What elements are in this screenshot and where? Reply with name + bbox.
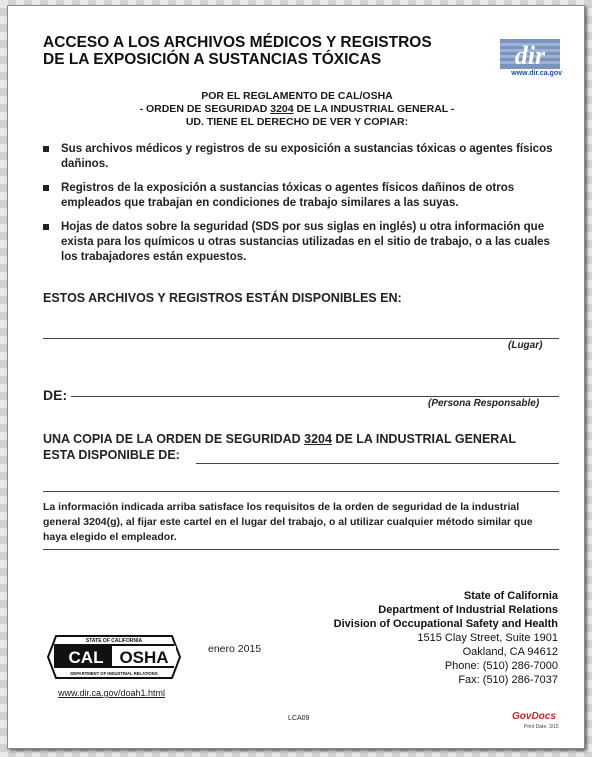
bullet-square-icon xyxy=(43,185,49,191)
fax-number: Fax: (510) 286-7037 xyxy=(458,674,558,686)
bullet-square-icon xyxy=(43,146,49,152)
dir-url[interactable]: www.dir.ca.gov xyxy=(511,70,562,77)
calosha-top-text: STATE OF CALIFORNIA xyxy=(85,638,143,644)
lugar-label: (Lugar) xyxy=(508,340,543,351)
list-item-text: Sus archivos médicos y registros de su exposición a sustancias tóxicas o agentes físicos dañinos. xyxy=(61,143,553,170)
calosha-left-text: CAL xyxy=(68,648,104,667)
division-name: Division of Occupational Safety and Health xyxy=(333,618,558,630)
compliance-paragraph: La información indicada arriba satisface los requisitos de la orden de seguridad de la industrial general 3204(g), al fijar este cartel en el lugar del trabajo, o al utilizar cualquier método similar que haya elegido el empleador. xyxy=(43,501,533,543)
header-line-3: UD. TIENE EL DERECHO DE VER Y COPIAR: xyxy=(185,116,409,128)
city-state-zip: Oakland, CA 94612 xyxy=(462,646,558,658)
issue-date: enero 2015 xyxy=(208,643,262,655)
agency-address-block xyxy=(308,589,558,687)
divider-bottom xyxy=(43,549,559,550)
department-name: Department of Industrial Relations xyxy=(378,604,558,616)
street-address: 1515 Clay Street, Suite 1901 xyxy=(417,632,558,644)
header-line-2-post: DE LA INDUSTRIAL GENERAL - xyxy=(293,103,455,115)
regulation-header xyxy=(8,90,586,129)
divider-top xyxy=(43,491,559,492)
calosha-bottom-text: DEPARTMENT OF INDUSTRIAL RELATIONS xyxy=(70,671,158,676)
copy-available-statement xyxy=(43,431,563,463)
form-code: LCA09 xyxy=(288,715,310,722)
copia-pre: UNA COPIA DE LA ORDEN DE SEGURIDAD xyxy=(43,432,305,446)
header-line-2-pre: - ORDEN DE SEGURIDAD xyxy=(139,103,271,115)
available-heading: ESTOS ARCHIVOS Y REGISTROS ESTÁN DISPONIBLES EN: xyxy=(43,291,402,305)
list-item-text: Hojas de datos sobre la seguridad (SDS por sus siglas en inglés) u otra información que exista para los químicos u otras sustancias utilizadas en el sitio de trabajo, o a las cuales los trabajadores están expuestos. xyxy=(61,221,550,263)
print-date: Print Date: 3/15 xyxy=(524,724,559,730)
lugar-line xyxy=(43,338,559,339)
bullet-square-icon xyxy=(43,224,49,230)
state-name: State of California xyxy=(463,590,558,602)
list-item-text: Registros de la exposición a sustancias tóxicas o agentes físicos dañinos de otros empleados que trabajan en condiciones de trabajo similares a las suyas. xyxy=(61,182,515,209)
de-label: DE: xyxy=(43,387,68,403)
rights-list xyxy=(43,142,563,274)
title-line-1: ACCESO A LOS ARCHIVOS MÉDICOS Y REGISTROS xyxy=(43,34,432,51)
persona-line xyxy=(71,396,559,397)
persona-label: (Persona Responsable) xyxy=(428,398,540,409)
poster-title xyxy=(43,34,463,68)
copia-line-2: ESTA DISPONIBLE DE: xyxy=(43,448,180,462)
dir-logo-text: dir xyxy=(514,41,546,70)
copia-line xyxy=(196,463,559,464)
copia-order-number: 3204 xyxy=(304,432,332,446)
cal-osha-logo xyxy=(46,632,182,682)
govdocs-logo: GovDocs xyxy=(512,711,556,722)
copia-line-1 xyxy=(43,431,563,447)
list-item xyxy=(43,181,563,211)
header-line-2 xyxy=(8,103,586,116)
title-line-2: DE LA EXPOSICIÓN A SUSTANCIAS TÓXICAS xyxy=(43,51,382,68)
copia-post: DE LA INDUSTRIAL GENERAL xyxy=(331,432,516,446)
list-item xyxy=(43,220,563,265)
poster-page xyxy=(7,5,585,749)
doah-link[interactable]: www.dir.ca.gov/doah1.html xyxy=(58,688,166,698)
phone-number: Phone: (510) 286-7000 xyxy=(444,660,558,672)
order-number: 3204 xyxy=(270,103,294,115)
calosha-right-text: OSHA xyxy=(119,648,169,667)
list-item xyxy=(43,142,563,172)
header-line-1: POR EL REGLAMENTO DE CAL/OSHA xyxy=(201,90,393,102)
